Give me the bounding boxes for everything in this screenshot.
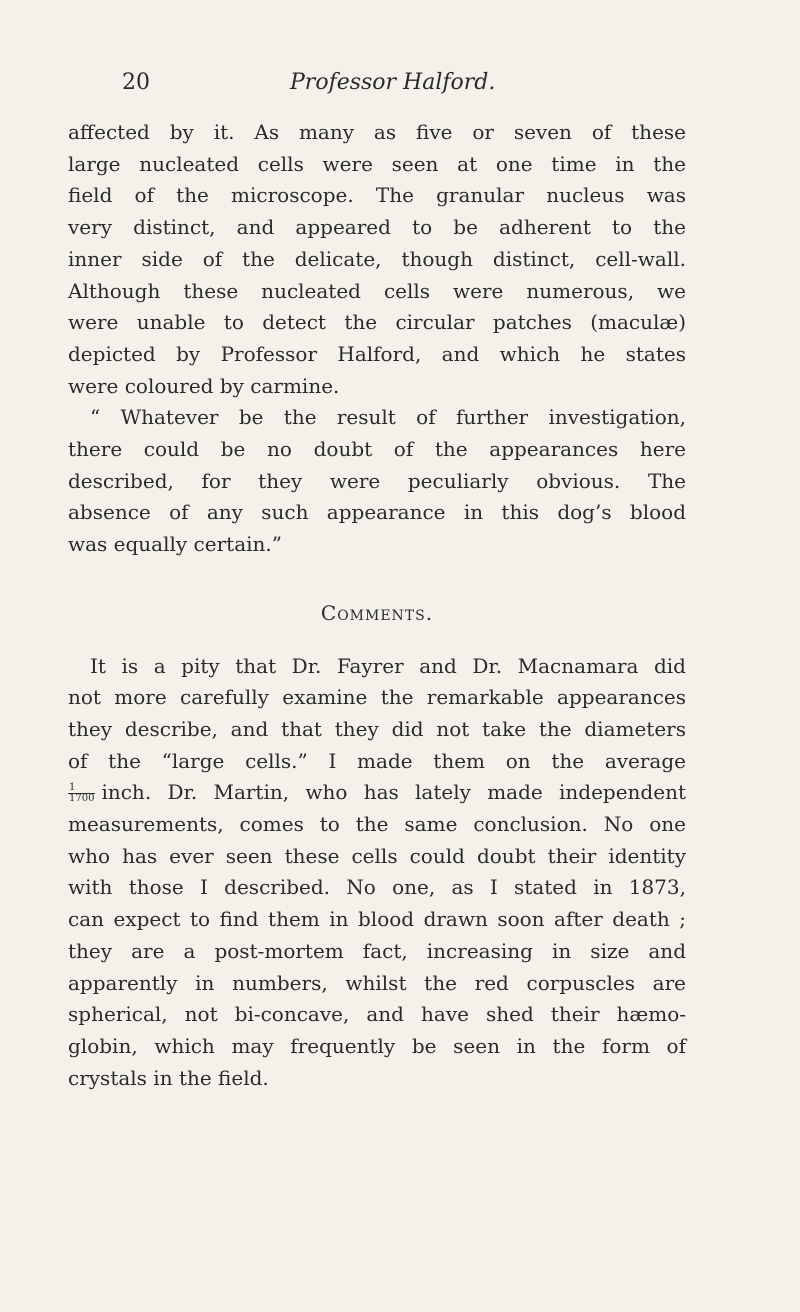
text-line: described, for they were peculiarly obvious. The (68, 468, 686, 493)
text-line: absence of any such appearance in this dog’s blood (68, 500, 686, 525)
text-line: there could be no doubt of the appearances here (68, 437, 686, 462)
fraction-denominator: 1700 (69, 793, 95, 805)
text-line: It is a pity that Dr. Fayrer and Dr. Macnamara did (90, 653, 686, 678)
paragraph-observations (68, 117, 686, 402)
paragraph-comments (68, 651, 686, 1095)
text-line: Although these nucleated cells were numerous, we (68, 278, 686, 303)
running-title: Professor Halford. (290, 70, 496, 95)
text-line: were unable to detect the circular patches (maculæ) (68, 310, 686, 335)
text-line-with-fraction (68, 777, 686, 809)
running-head (122, 70, 702, 102)
text-line: measurements, comes to the same conclusion. No one (68, 812, 686, 837)
body-text (68, 117, 686, 1094)
text-line: “ Whatever be the result of further investigation, (90, 405, 686, 430)
text-line: large nucleated cells were seen at one time in the (68, 151, 686, 176)
text-line: crystals in the field. (68, 1065, 269, 1090)
text-line: of the “large cells.” I made them on the average (68, 748, 686, 773)
paragraph-quotation (68, 402, 686, 561)
text-line: inner side of the delicate, though distinct, cell-wall. (68, 246, 686, 271)
text-line: globin, which may frequently be seen in the form of (68, 1033, 686, 1058)
fraction-numerator: 1 (68, 783, 95, 794)
text-line: they describe, and that they did not take the diameters (68, 716, 686, 741)
text-line: field of the microscope. The granular nucleus was (68, 183, 686, 208)
text-line: very distinct, and appeared to be adherent to the (68, 215, 686, 240)
text-line: who has ever seen these cells could doubt their identity (68, 843, 686, 868)
text-line: spherical, not bi-concave, and have shed their hæmo- (68, 1002, 686, 1027)
text-line: depicted by Professor Halford, and which he states (68, 341, 686, 366)
section-heading-comments: Comments. (320, 600, 434, 625)
text-line: affected by it. As many as five or seven of these (68, 120, 686, 144)
text-line: with those I described. No one, as I stated in 1873, (68, 875, 686, 900)
text-line: were coloured by carmine. (68, 373, 340, 398)
text-line: was equally certain.” (68, 532, 282, 557)
text-line: apparently in numbers, whilst the red corpuscles are (68, 970, 686, 995)
text-line: can expect to find them in blood drawn soon after death ; (68, 907, 686, 932)
fraction-line-text: inch. Dr. Martin, who has lately made independent (101, 780, 686, 805)
text-line: they are a post-mortem fact, increasing in size and (68, 938, 686, 963)
fraction (68, 783, 95, 804)
text-line: not more carefully examine the remarkable appearances (68, 685, 686, 710)
page-number: 20 (122, 70, 150, 95)
